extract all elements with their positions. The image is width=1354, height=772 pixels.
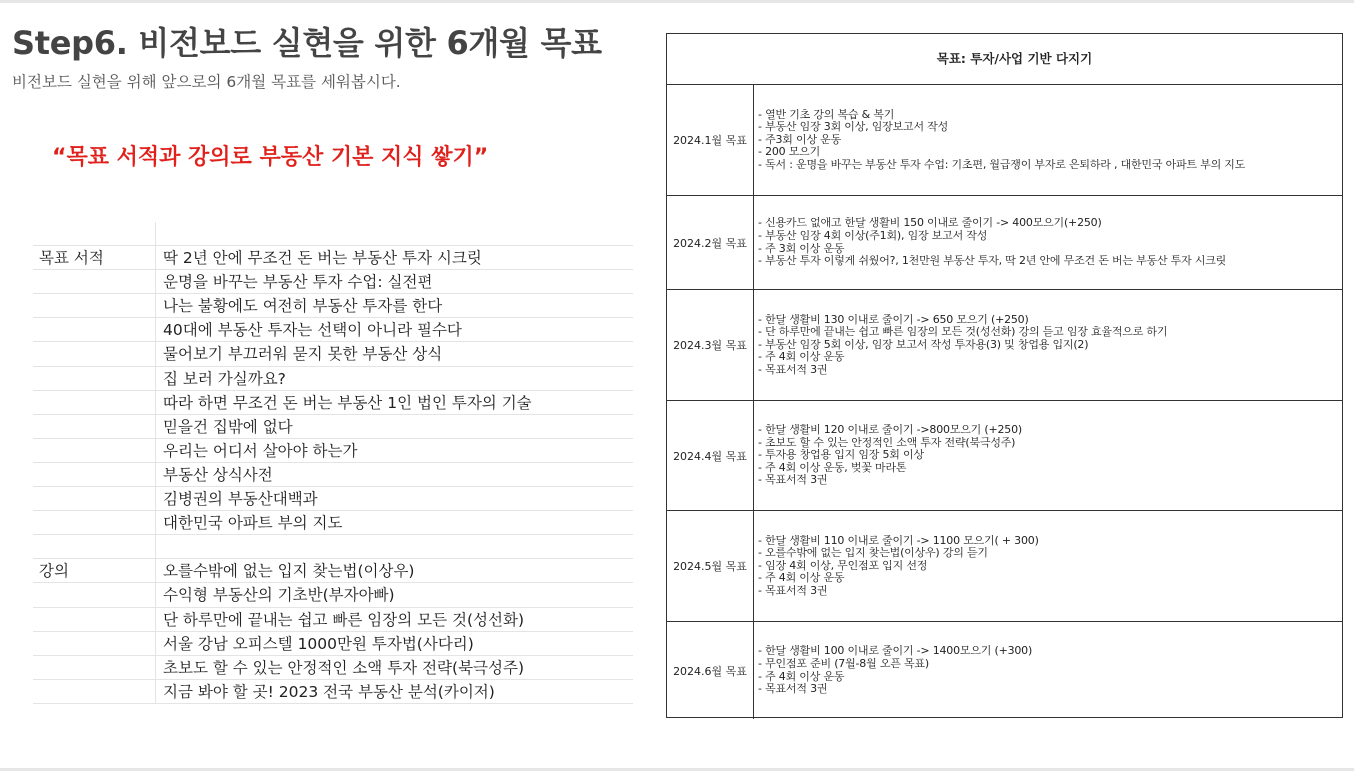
book-category-cell: 목표 서적 [33,246,156,269]
book-sheet-row [33,342,633,366]
book-sheet-row [33,511,633,535]
goal-month-label: 2024.3월 목표 [667,290,754,400]
goal-quote: “목표 서적과 강의로 부동산 기본 지식 쌓기” [52,145,489,170]
book-category-cell [33,391,156,414]
book-title-cell: 부동산 상식사전 [163,465,273,484]
book-category-cell [33,632,156,655]
book-category-cell [33,535,156,558]
goal-item-list [755,622,1342,719]
book-sheet-row [33,608,633,632]
book-title-cell [157,222,633,245]
book-sheet-row [33,632,633,656]
book-title-cell: 김병권의 부동산대백과 [163,490,318,509]
goal-item: - 단 하루만에 끝내는 쉽고 빠른 임장의 모든 것(성선화) 강의 듣고 임장 효율적으로 하기 [758,326,1168,339]
book-title-cell: 40대에 부동산 투자는 선택이 아니라 필수다 [163,321,462,340]
goal-item: - 부동산 임장 5회 이상, 임장 보고서 작성 투자용(3) 및 창업용 입지(2) [758,338,1089,351]
book-category-cell [33,222,156,245]
book-sheet-row [33,463,633,487]
book-category-cell [33,415,156,438]
book-category-cell [33,439,156,462]
goal-item: - 투자용 창업용 입지 임장 5회 이상 [758,449,924,462]
page-title: Step6. 비전보드 실현을 위한 6개월 목표 [12,24,602,62]
goal-item-list [755,85,1342,195]
book-sheet-row [33,680,633,704]
book-sheet-row [33,294,633,318]
book-sheet-row [33,439,633,463]
page-subtitle: 비전보드 실현을 위해 앞으로의 6개월 목표를 세워봅시다. [12,73,401,91]
goal-month-row [667,290,1342,401]
goal-item: - 부동산 투자 이렇게 쉬웠어?, 1천만원 부동산 투자, 딱 2년 안에 무조건 돈 버는 부동산 투자 시크릿 [758,255,1227,268]
book-title-cell: 나는 불황에도 여전히 부동산 투자를 한다 [163,297,443,316]
goal-item: - 주 4회 이상 운동, 벚꽃 마라톤 [758,461,907,474]
book-title-cell: 오를수밖에 없는 입지 찾는법(이상우) [163,562,415,581]
book-sheet-row [33,656,633,680]
goal-item: - 초보도 할 수 있는 안정적인 소액 투자 전략(북극성주) [758,436,1016,449]
goal-month-row [667,85,1342,196]
book-title-cell: 우리는 어디서 살아야 하는가 [163,441,358,460]
book-title-cell: 수익형 부동산의 기초반(부자아빠) [163,586,395,605]
book-title-cell: 딱 2년 안에 무조건 돈 버는 부동산 투자 시크릿 [163,249,482,268]
goal-month-row [667,196,1342,290]
book-title-cell: 운명을 바꾸는 부동산 투자 수업: 실전편 [163,273,433,292]
goal-item: - 주 4회 이상 운동 [758,670,845,683]
goal-item: - 목표서적 3권 [758,363,828,376]
goal-item: - 주 4회 이상 운동 [758,351,845,364]
book-category-cell [33,487,156,510]
goal-item: - 목표서적 3권 [758,683,828,696]
goal-item: - 오를수밖에 없는 입지 찾는법(이상우) 강의 듣기 [758,547,988,560]
book-title-cell: 단 하루만에 끝내는 쉽고 빠른 임장의 모든 것(성선화) [163,610,525,629]
book-title-cell: 따라 하면 무조건 돈 버는 부동산 1인 법인 투자의 기술 [163,393,532,412]
book-category-cell [33,318,156,341]
book-category-cell [33,367,156,390]
goal-item: - 한달 생활비 120 이내로 줄이기 ->800모으기 (+250) [758,424,1022,437]
book-title-cell: 서울 강남 오피스텔 1000만원 투자법(사다리) [163,634,474,653]
goal-item: - 한달 생활비 100 이내로 줄이기 -> 1400모으기 (+300) [758,645,1033,658]
book-title-cell [157,535,633,558]
book-sheet-row [33,487,633,511]
book-category-cell [33,342,156,365]
book-title-cell: 집 보러 가실까요? [163,369,286,388]
book-category-cell [33,656,156,679]
goal-item-list [755,401,1342,510]
goal-item: - 신용카드 없애고 한달 생활비 150 이내로 줄이기 -> 400모으기(+250) [758,217,1102,230]
book-sheet [33,222,633,704]
goal-month-label: 2024.4월 목표 [667,401,754,510]
book-sheet-row [33,535,633,559]
book-sheet-row [33,222,633,246]
goal-item-list [755,290,1342,400]
book-title-cell: 초보도 할 수 있는 안정적인 소액 투자 전략(북극성주) [163,658,525,677]
top-divider [0,0,1354,3]
book-category-cell [33,270,156,293]
book-sheet-row [33,391,633,415]
book-title-cell: 대한민국 아파트 부의 지도 [163,514,343,533]
goal-month-row [667,622,1342,719]
goal-month-label: 2024.1월 목표 [667,85,754,195]
goal-item: - 임장 4회 이상, 무인점포 입지 선정 [758,559,928,572]
book-category-cell [33,680,156,703]
goal-item: - 주 3회 이상 운동 [758,242,845,255]
book-category-cell [33,511,156,534]
goal-item: - 한달 생활비 110 이내로 줄이기 -> 1100 모으기( + 300) [758,534,1039,547]
book-sheet-row [33,367,633,391]
book-category-cell [33,294,156,317]
book-sheet-row [33,246,633,270]
book-category-cell [33,608,156,631]
book-sheet-row [33,270,633,294]
goal-item: - 목표서적 3권 [758,474,828,487]
goal-item: - 200 모으기 [758,146,821,159]
goal-item-list [755,196,1342,289]
goal-item: - 부동산 임장 4회 이상(주1회), 임장 보고서 작성 [758,229,988,242]
goal-month-label: 2024.5월 목표 [667,511,754,621]
goal-item: - 열반 기초 강의 복습 & 복기 [758,108,895,121]
goal-month-row [667,511,1342,622]
book-title-cell: 지금 봐야 할 곳! 2023 전국 부동산 분석(카이저) [163,682,495,701]
book-sheet-row [33,318,633,342]
book-title-cell: 믿을건 집밖에 없다 [163,417,293,436]
goal-item: - 부동산 임장 3회 이상, 임장보고서 작성 [758,121,949,134]
goal-table-header: 목표: 투자/사업 기반 다지기 [667,34,1342,85]
book-category-cell [33,583,156,606]
goal-item: - 주3회 이상 운동 [758,133,842,146]
book-sheet-row [33,415,633,439]
goal-month-label: 2024.6월 목표 [667,622,754,719]
book-category-cell: 강의 [33,559,156,582]
goal-item: - 한달 생활비 130 이내로 줄이기 -> 650 모으기 (+250) [758,313,1029,326]
bottom-divider [0,768,1354,771]
goal-month-label: 2024.2월 목표 [667,196,754,289]
book-title-cell: 물어보기 부끄러워 묻지 못한 부동산 상식 [163,345,443,364]
book-sheet-row [33,559,633,583]
goal-item: - 무인점포 준비 (7월-8월 오픈 목표) [758,657,929,670]
goal-month-row [667,401,1342,511]
goal-item: - 목표서적 3권 [758,584,828,597]
goal-item: - 주 4회 이상 운동 [758,572,845,585]
book-category-cell [33,463,156,486]
goal-item: - 독서 : 운명을 바꾸는 부동산 투자 수업: 기초편, 월급쟁이 부자로 은퇴하라 , 대한민국 아파트 부의 지도 [758,158,1246,171]
goal-item-list [755,511,1342,621]
goal-table [666,33,1343,718]
book-sheet-row [33,583,633,607]
